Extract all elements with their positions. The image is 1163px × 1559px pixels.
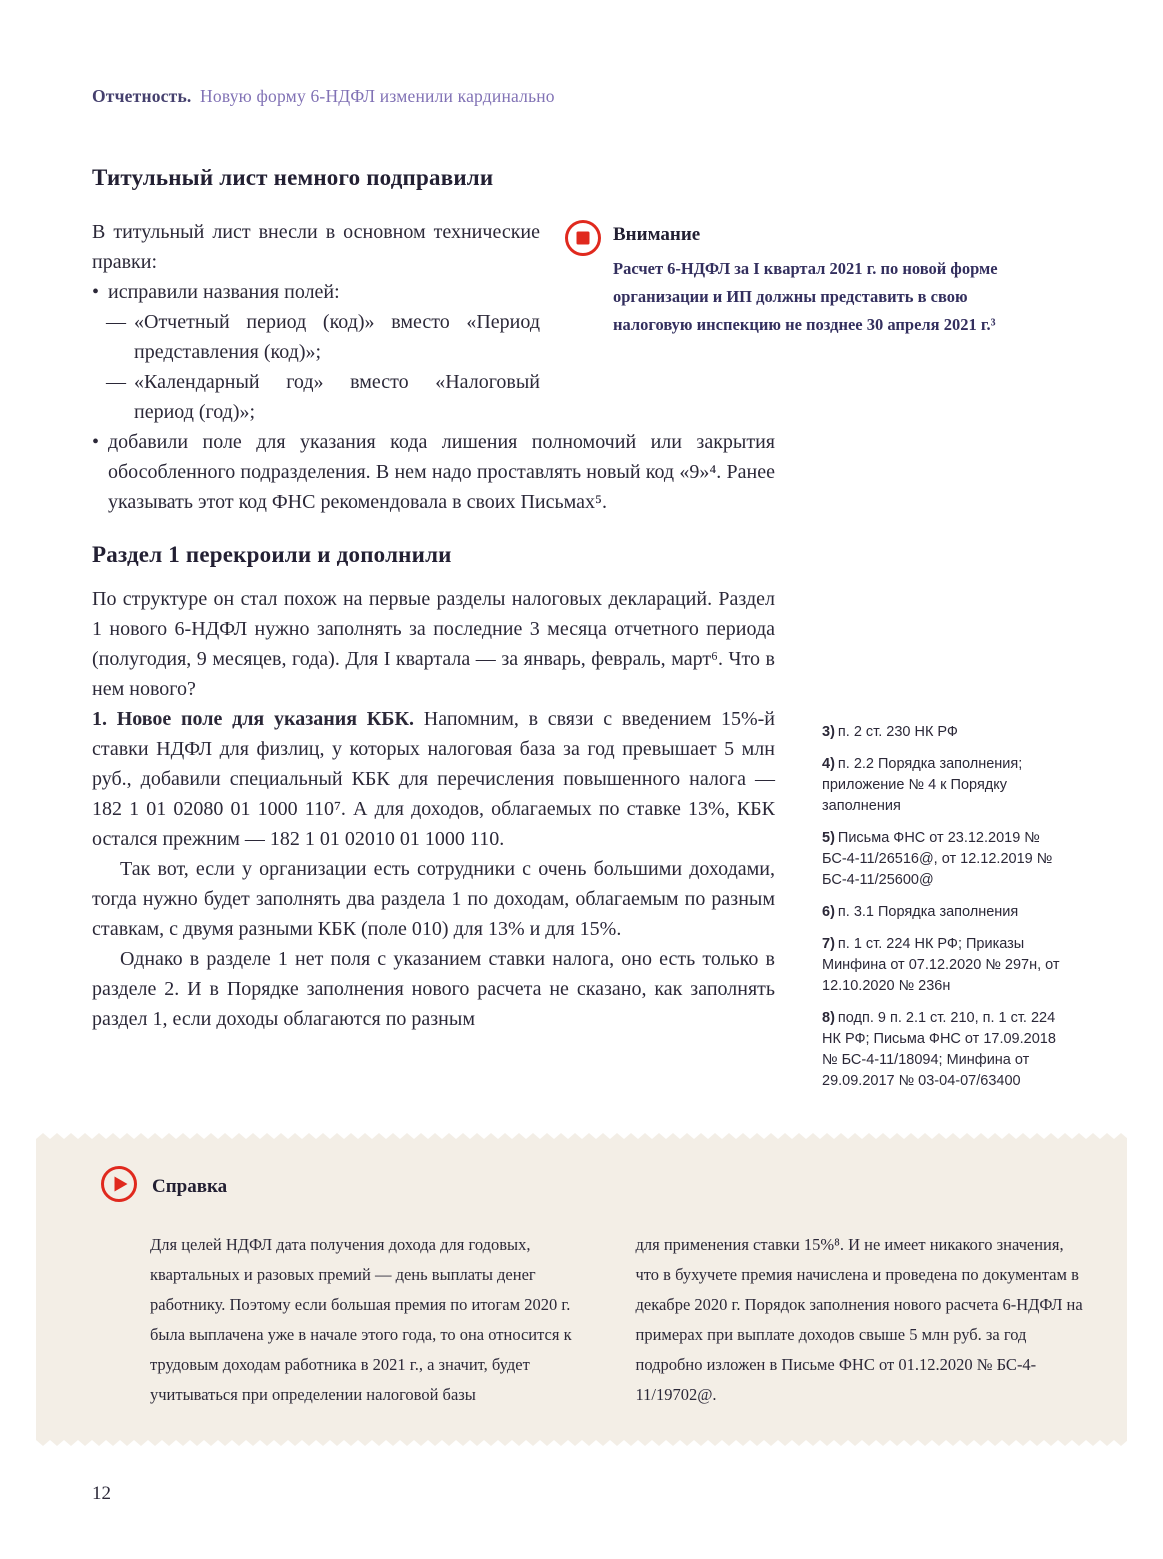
footnotes-sidebar	[775, 584, 1070, 1103]
list-subitem-text: «Отчетный период (код)» вместо «Период представления (код)»;	[134, 311, 540, 363]
reference-play-icon	[100, 1165, 138, 1208]
paragraph-lead-bold: 1. Новое поле для указания КБК.	[92, 708, 415, 730]
running-head	[92, 86, 1070, 107]
footnote	[822, 754, 1070, 817]
footnote-number: 4)	[822, 756, 835, 772]
footnote	[822, 934, 1070, 997]
attention-title: Внимание	[613, 224, 701, 245]
paragraph	[92, 704, 775, 854]
section1-columns	[92, 217, 1070, 427]
rubric-label: Отчетность.	[92, 86, 192, 106]
reference-box-body	[36, 1139, 1127, 1440]
footnote-text: п. 1 ст. 224 НК РФ; Приказы Минфина от 07.12.2020 № 297н, от 12.10.2020 № 236н	[822, 936, 1060, 994]
reference-column-right: для применения ставки 15%⁸. И не имеет никакого значения, что в бухучете премия начислена и проведена по документам в декабре 2020 г. Порядок заполнения нового расчета 6-НДФЛ на примерах при выплате доходов свыше 5 млн руб. за год подробно изложен в Письме ФНС от 01.12.2020 № БС-4-11/19702@.	[635, 1235, 1083, 1404]
attention-body	[613, 219, 1024, 427]
article-title: Новую форму 6-НДФЛ изменили кардинально	[200, 86, 555, 106]
footnote	[822, 722, 1070, 743]
section1-fullwidth	[92, 427, 775, 517]
footnote-number: 8)	[822, 1010, 835, 1026]
list-subitem	[92, 367, 540, 427]
reference-box	[36, 1133, 1127, 1446]
footnote-text: п. 3.1 Порядка заполнения	[837, 904, 1019, 920]
paragraph: Так вот, если у организации есть сотрудники с очень большими доходами, тогда нужно будет заполнять два раздела 1 по доходам, облагаемым по разным ставкам, с двумя разными КБК (поле 010) для 13% и для 15%.	[92, 858, 775, 940]
bullet-marker: •	[92, 431, 100, 453]
footnote-number: 3)	[822, 724, 835, 740]
footnote-text: подп. 9 п. 2.1 ст. 210, п. 1 ст. 224 НК РФ; Письма ФНС от 17.09.2018 № БС-4-11/18094; Минфина от 29.09.2017 № 03-04-07/63400	[822, 1010, 1056, 1089]
section2-heading: Раздел 1 перекроили и дополнили	[92, 542, 452, 567]
footnote-number: 5)	[822, 830, 835, 846]
list-item	[92, 277, 540, 307]
reference-box-bottom-edge	[36, 1440, 1127, 1446]
section1-intro: В титульный лист внесли в основном технические правки:	[92, 221, 540, 273]
footnote	[822, 902, 1070, 923]
attention-text: Расчет 6-НДФЛ за I квартал 2021 г. по новой форме организации и ИП должны представить в свою налоговую инспекцию не позднее 30 апреля 2021 г.³	[613, 259, 998, 334]
footnote-text: п. 2.2 Порядка заполнения; приложение № 4 к Порядку заполнения	[822, 756, 1023, 814]
section2-columns	[92, 584, 1070, 1103]
footnote	[822, 1008, 1070, 1092]
dash-marker: —	[106, 371, 126, 393]
footnote-number: 6)	[822, 904, 835, 920]
list-item-text: исправили названия полей:	[108, 281, 340, 303]
footnote	[822, 828, 1070, 891]
reference-header	[100, 1165, 1083, 1208]
attention-callout	[564, 217, 1024, 427]
list-subitem-text: «Календарный год» вместо «Налоговый период (год)»;	[134, 371, 540, 423]
paragraph: Однако в разделе 1 нет поля с указанием ставки налога, оно есть только в разделе 2. И в Порядке заполнения нового расчета не сказано, как заполнять раздел 1, если доходы облагаются по разным	[92, 948, 775, 1030]
reference-title: Справка	[152, 1175, 228, 1197]
footnote-number: 7)	[822, 936, 835, 952]
reference-column-left: Для целей НДФЛ дата получения дохода для годовых, квартальных и разовых премий — день выплаты денег работнику. Поэтому если большая премия по итогам 2020 г. была выплачена уже в начале этого года, то она относится к трудовым доходам работника в 2021 г., а значит, будет учитываться при определении налоговой базы	[150, 1235, 572, 1404]
attention-stop-icon	[564, 219, 602, 427]
list-item	[92, 427, 775, 517]
reference-box-top-edge	[36, 1133, 1127, 1139]
bullet-marker: •	[92, 281, 100, 303]
list-item-text: добавили поле для указания кода лишения полномочий или закрытия обособленного подразделения. В нем надо проставлять новый код «9»⁴. Ранее указывать этот код ФНС рекомендовала в своих Письмах⁵.	[108, 431, 775, 513]
footnote-text: Письма ФНС от 23.12.2019 № БС-4-11/26516@, от 12.12.2019 № БС-4-11/25600@	[822, 830, 1053, 888]
reference-columns	[100, 1230, 1083, 1410]
footnote-text: п. 2 ст. 230 НК РФ	[837, 724, 958, 740]
section1-heading: Титульный лист немного подправили	[92, 165, 494, 190]
dash-marker: —	[106, 311, 126, 333]
section1-text-column	[92, 217, 540, 427]
paragraph-text: Напомним, в связи с введением 15%-й ставки НДФЛ для физлиц, у которых налоговая база за год превышает 5 млн руб., добавили специальный КБК для перечисления повышенного налога — 182 1 01 02080 01 1000 110⁷. А для доходов, облагаемых по ставке 13%, КБК остался прежним — 182 1 01 02010 01 1000 110.	[92, 708, 776, 850]
page-number: 12	[92, 1483, 111, 1504]
list-subitem	[92, 307, 540, 367]
paragraph: По структуре он стал похож на первые разделы налоговых деклараций. Раздел 1 нового 6-НДФЛ нужно заполнять за последние 3 месяца отчетного периода (полугодия, 9 месяцев, года). Для I квартала — за январь, февраль, март⁶. Что в нем нового?	[92, 588, 775, 700]
section2-text-column	[92, 584, 775, 1103]
